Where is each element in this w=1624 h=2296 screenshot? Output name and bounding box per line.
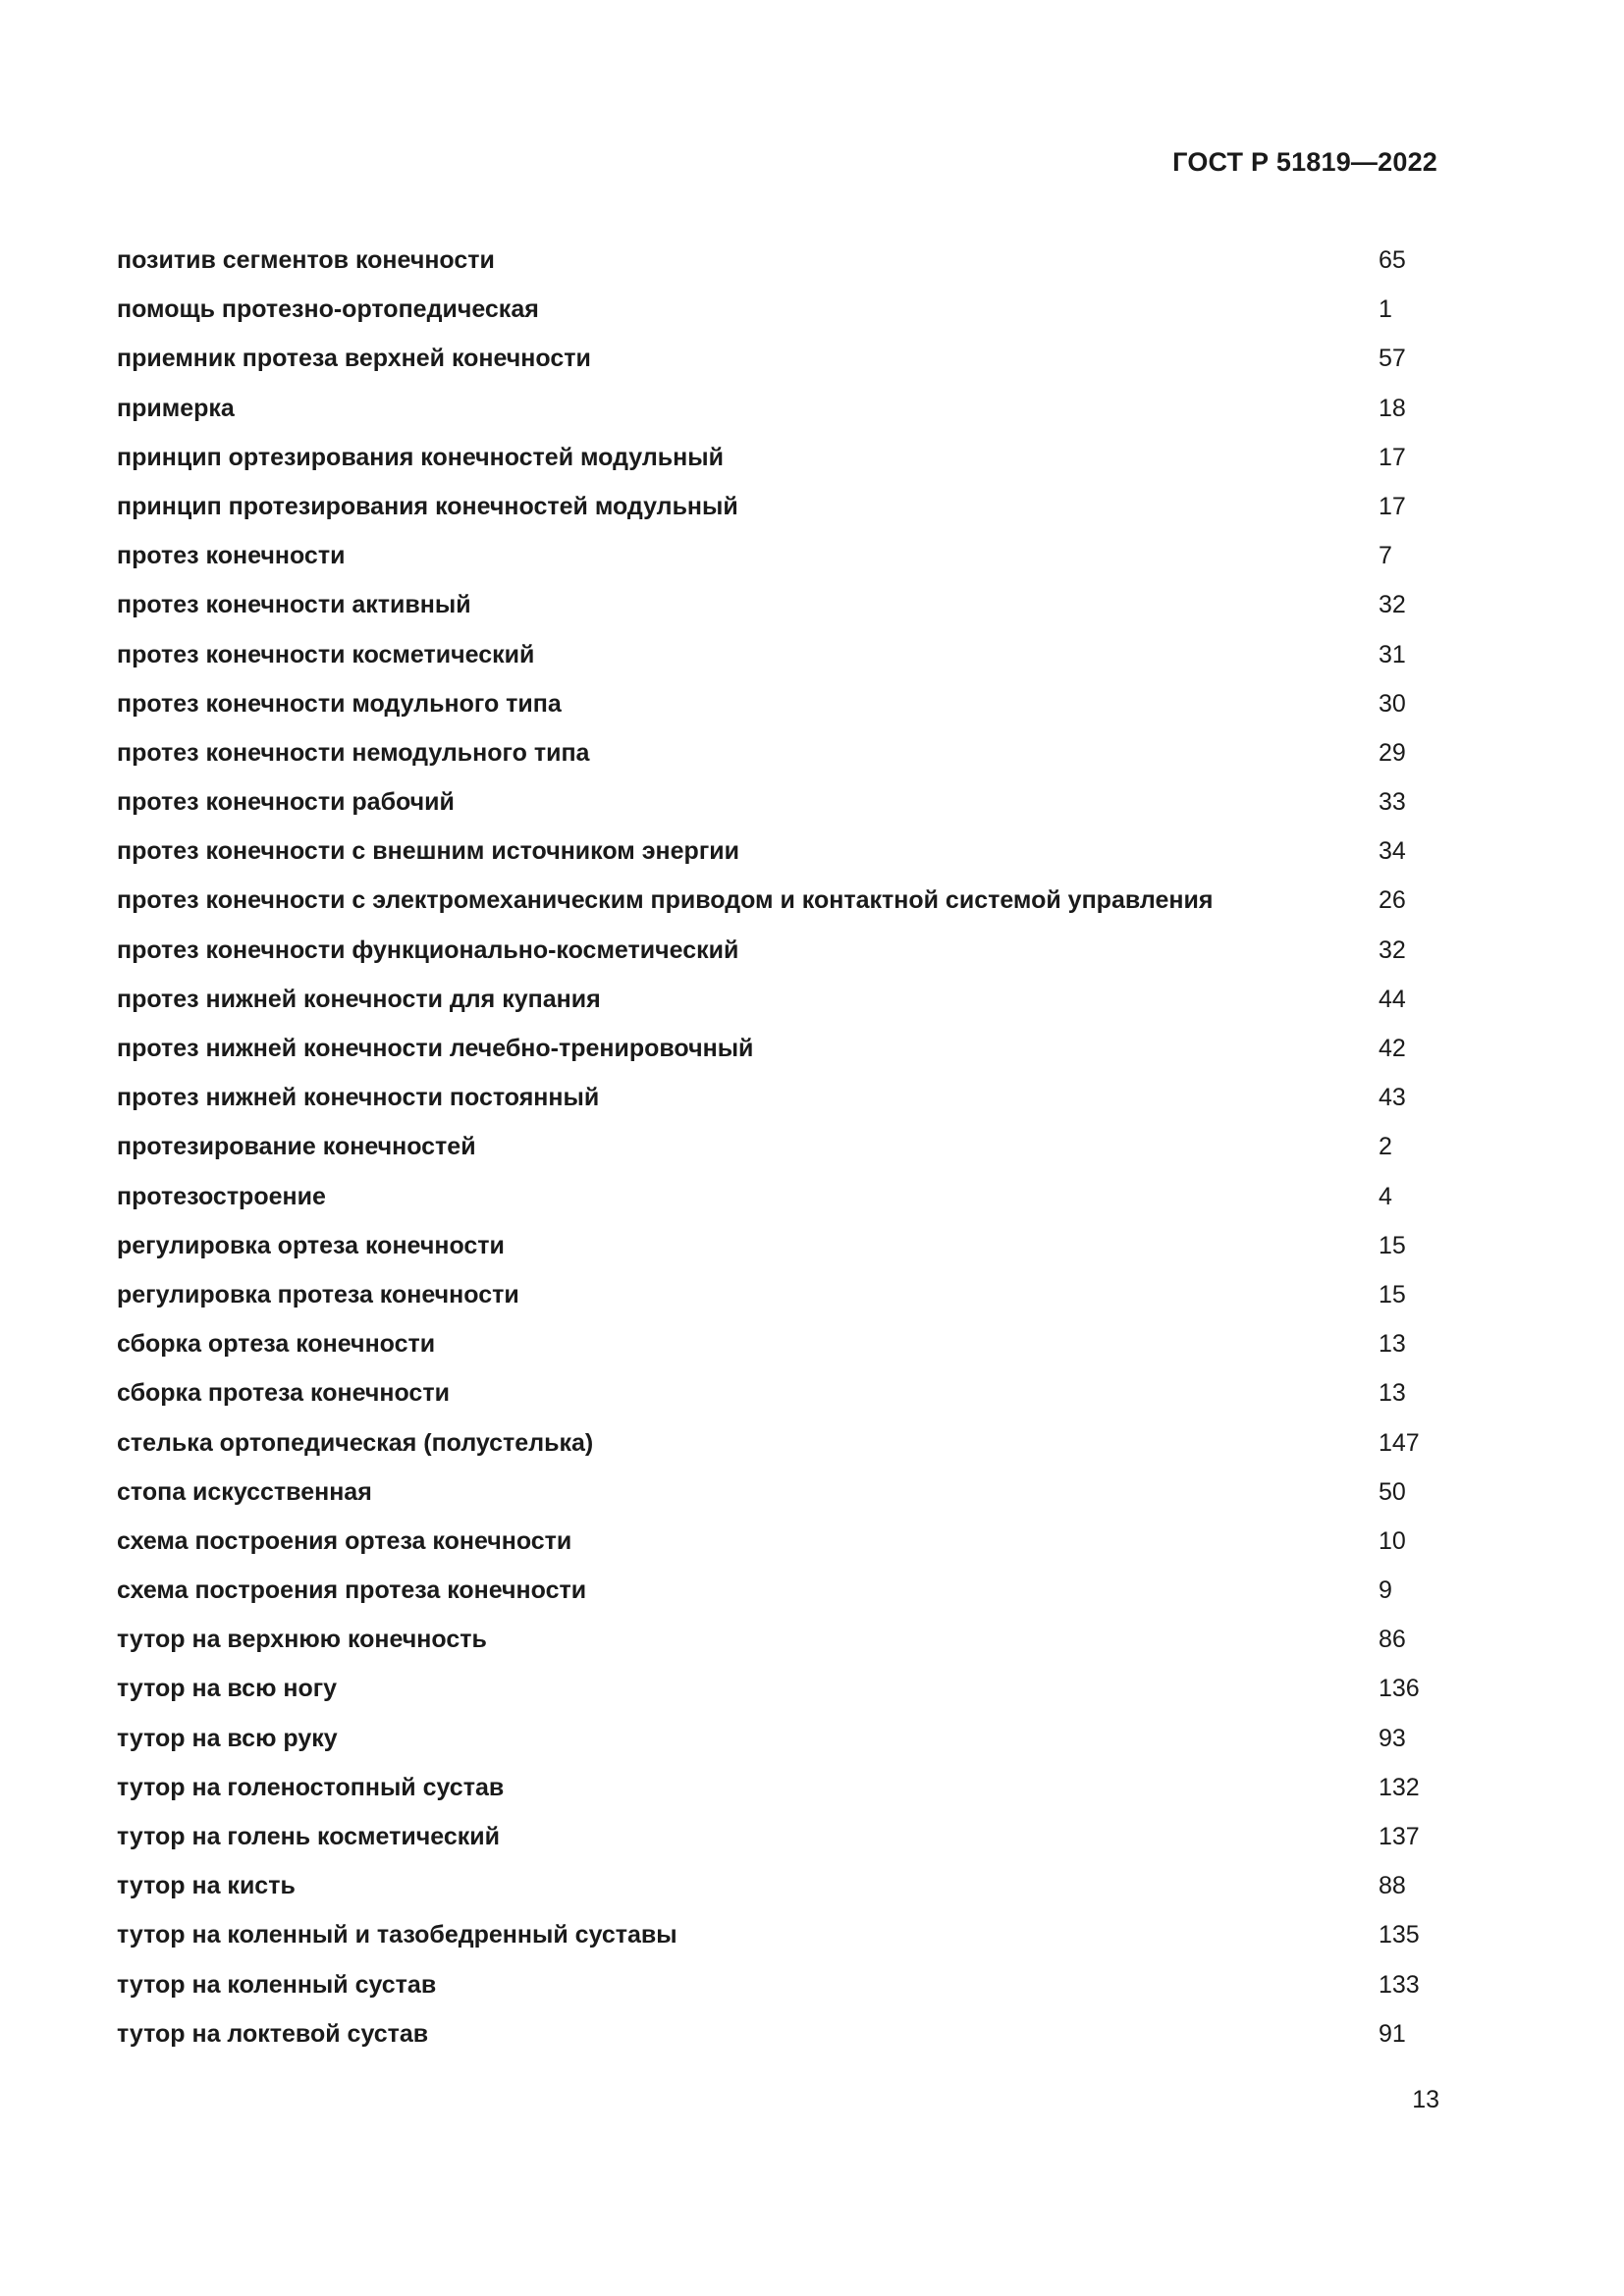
index-term: тутор на коленный сустав bbox=[117, 1970, 437, 1999]
index-term: сборка ортеза конечности bbox=[117, 1330, 436, 1359]
index-term: схема построения ортеза конечности bbox=[117, 1526, 572, 1555]
index-term-number: 91 bbox=[1379, 2019, 1406, 2048]
index-entry bbox=[117, 1915, 1437, 1964]
index-term: примерка bbox=[117, 394, 235, 422]
index-entry bbox=[117, 438, 1437, 487]
index-term: тутор на кисть bbox=[117, 1872, 296, 1900]
index-term-number: 57 bbox=[1379, 345, 1406, 373]
index-entry bbox=[117, 1620, 1437, 1669]
index-term: протезостроение bbox=[117, 1182, 326, 1210]
index-term: протез конечности косметический bbox=[117, 640, 535, 668]
index-term-number: 18 bbox=[1379, 394, 1406, 422]
index-term-number: 34 bbox=[1379, 837, 1406, 866]
index-entry bbox=[117, 1571, 1437, 1620]
page-number: 13 bbox=[1412, 2086, 1439, 2113]
index-term-number: 9 bbox=[1379, 1576, 1392, 1605]
index-entry bbox=[117, 831, 1437, 881]
index-term-number: 17 bbox=[1379, 443, 1406, 471]
index-term: протезирование конечностей bbox=[117, 1133, 476, 1161]
index-entry bbox=[117, 1127, 1437, 1176]
index-term-number: 133 bbox=[1379, 1970, 1420, 1999]
index-term: тутор на верхнюю конечность bbox=[117, 1626, 487, 1654]
index-term: стопа искусственная bbox=[117, 1477, 372, 1506]
index-term: принцип протезирования конечностей модульный bbox=[117, 492, 738, 520]
index-entry bbox=[117, 1078, 1437, 1127]
index-entry bbox=[117, 1177, 1437, 1226]
alphabetical-index-list bbox=[117, 240, 1437, 2063]
index-term: помощь протезно-ортопедическая bbox=[117, 295, 539, 324]
index-term: протез нижней конечности лечебно-тренировочный bbox=[117, 1035, 754, 1062]
index-term-number: 2 bbox=[1379, 1133, 1392, 1161]
index-term-number: 7 bbox=[1379, 542, 1392, 570]
index-entry bbox=[117, 1866, 1437, 1915]
index-term-number: 32 bbox=[1379, 591, 1406, 619]
index-term: схема построения протеза конечности bbox=[117, 1576, 587, 1605]
index-entry bbox=[117, 1965, 1437, 2014]
index-term: протез конечности модульного типа bbox=[117, 689, 562, 718]
index-entry bbox=[117, 1324, 1437, 1373]
index-term-number: 132 bbox=[1379, 1773, 1420, 1801]
index-term: протез нижней конечности для купания bbox=[117, 985, 601, 1013]
index-entry bbox=[117, 1472, 1437, 1522]
index-term-number: 13 bbox=[1379, 1379, 1406, 1408]
index-term: принцип ортезирования конечностей модульный bbox=[117, 443, 724, 471]
index-term-number: 29 bbox=[1379, 738, 1406, 767]
index-term-number: 4 bbox=[1379, 1182, 1392, 1210]
index-term: тутор на всю руку bbox=[117, 1724, 338, 1752]
index-term-number: 135 bbox=[1379, 1921, 1420, 1949]
index-term: стелька ортопедическая (полустелька) bbox=[117, 1428, 594, 1457]
index-term: протез конечности рабочий bbox=[117, 788, 455, 817]
index-entry bbox=[117, 290, 1437, 339]
index-term: протез конечности активный bbox=[117, 591, 471, 619]
index-term: позитив сегментов конечности bbox=[117, 246, 495, 274]
index-term-number: 15 bbox=[1379, 1231, 1406, 1259]
index-entry bbox=[117, 782, 1437, 831]
index-entry bbox=[117, 2014, 1437, 2063]
index-entry bbox=[117, 240, 1437, 290]
document-code-header: ГОСТ Р 51819—2022 bbox=[1172, 147, 1437, 177]
index-entry bbox=[117, 881, 1437, 930]
index-term-number: 65 bbox=[1379, 246, 1406, 274]
index-term-number: 30 bbox=[1379, 689, 1406, 718]
index-term: тутор на коленный и тазобедренный суставы bbox=[117, 1921, 677, 1949]
index-entry bbox=[117, 1373, 1437, 1422]
index-entry bbox=[117, 1719, 1437, 1768]
index-term-number: 1 bbox=[1379, 295, 1392, 324]
index-entry bbox=[117, 980, 1437, 1029]
index-term-number: 43 bbox=[1379, 1084, 1406, 1112]
index-entry bbox=[117, 536, 1437, 585]
index-term: тутор на всю ногу bbox=[117, 1675, 338, 1703]
index-entry bbox=[117, 635, 1437, 684]
index-entry bbox=[117, 1768, 1437, 1817]
index-term: протез нижней конечности постоянный bbox=[117, 1084, 600, 1112]
index-term-number: 136 bbox=[1379, 1675, 1420, 1703]
index-term-number: 26 bbox=[1379, 886, 1406, 915]
index-term: протез конечности немодульного типа bbox=[117, 738, 590, 767]
index-term-number: 44 bbox=[1379, 985, 1406, 1013]
index-term: тутор на голеностопный сустав bbox=[117, 1773, 505, 1801]
index-entry bbox=[117, 684, 1437, 733]
index-entry bbox=[117, 487, 1437, 536]
index-term-number: 13 bbox=[1379, 1330, 1406, 1359]
index-entry bbox=[117, 1817, 1437, 1866]
index-term: протез конечности с внешним источником энергии bbox=[117, 837, 739, 866]
index-term: тутор на локтевой сустав bbox=[117, 2019, 429, 2048]
index-term: приемник протеза верхней конечности bbox=[117, 345, 591, 373]
index-entry bbox=[117, 389, 1437, 438]
index-term-number: 137 bbox=[1379, 1823, 1420, 1850]
index-entry bbox=[117, 1275, 1437, 1324]
index-entry bbox=[117, 733, 1437, 782]
index-term-number: 42 bbox=[1379, 1035, 1406, 1062]
index-term: регулировка протеза конечности bbox=[117, 1280, 519, 1308]
index-entry bbox=[117, 1226, 1437, 1275]
index-term-number: 93 bbox=[1379, 1724, 1406, 1752]
index-entry bbox=[117, 339, 1437, 388]
index-term-number: 10 bbox=[1379, 1526, 1406, 1555]
index-term-number: 50 bbox=[1379, 1477, 1406, 1506]
index-entry bbox=[117, 1522, 1437, 1571]
index-term: регулировка ортеза конечности bbox=[117, 1231, 505, 1259]
index-entry bbox=[117, 1423, 1437, 1472]
index-term-number: 31 bbox=[1379, 640, 1406, 668]
index-entry bbox=[117, 1029, 1437, 1078]
index-term: протез конечности с электромеханическим приводом и контактной системой управления bbox=[117, 886, 1214, 915]
index-term-number: 33 bbox=[1379, 788, 1406, 817]
index-term-number: 15 bbox=[1379, 1280, 1406, 1308]
index-entry bbox=[117, 1669, 1437, 1718]
index-term: протез конечности функционально-косметический bbox=[117, 935, 739, 964]
index-term: сборка протеза конечности bbox=[117, 1379, 450, 1408]
index-term-number: 17 bbox=[1379, 492, 1406, 520]
index-entry bbox=[117, 931, 1437, 980]
index-term-number: 32 bbox=[1379, 935, 1406, 964]
index-term: тутор на голень косметический bbox=[117, 1823, 500, 1850]
index-entry bbox=[117, 585, 1437, 634]
index-term-number: 86 bbox=[1379, 1626, 1406, 1654]
index-term-number: 147 bbox=[1379, 1428, 1420, 1457]
index-term: протез конечности bbox=[117, 542, 346, 570]
index-term-number: 88 bbox=[1379, 1872, 1406, 1900]
